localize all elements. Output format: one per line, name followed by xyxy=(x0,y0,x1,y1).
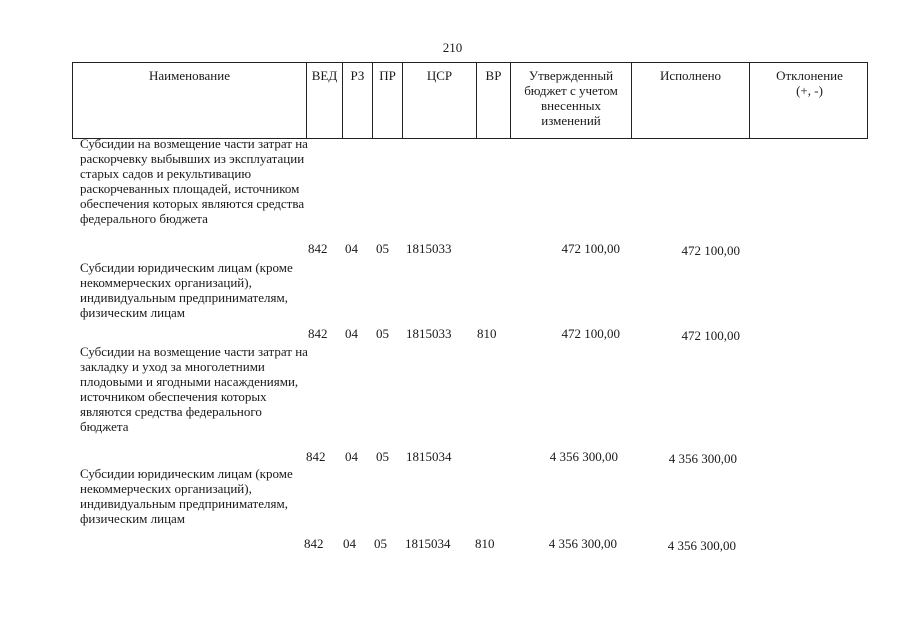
row-csr: 1815033 xyxy=(406,326,452,341)
header-pr: ПР xyxy=(372,63,402,138)
row-rz: 04 xyxy=(345,241,358,256)
row-name: Субсидии на возмещение части затрат на закладку и уход за многолетними плодовыми и ягодными насаждениями, источником обеспечения которых являются средства федерального бюджета xyxy=(80,344,308,434)
row-pr: 05 xyxy=(374,536,387,551)
row-executed: 4 356 300,00 xyxy=(667,538,736,553)
row-executed: 4 356 300,00 xyxy=(668,451,737,466)
page-number: 210 xyxy=(442,40,463,55)
header-approved-line2: бюджет с учетом xyxy=(524,83,618,98)
row-rz: 04 xyxy=(345,326,358,341)
header-csr: ЦСР xyxy=(402,63,476,138)
row-pr: 05 xyxy=(376,326,389,341)
row-ved: 842 xyxy=(308,241,328,256)
row-name: Субсидии юридическим лицам (кроме некоммерческих организаций), индивидуальным предпринимателям, физическим лицам xyxy=(80,260,293,320)
row-rz: 04 xyxy=(345,449,358,464)
header-approved-line1: Утвержденный xyxy=(528,68,614,83)
row-name: Субсидии на возмещение части затрат на раскорчевку выбывших из эксплуатации старых садов и рекультивацию раскорчеванных площадей, источником обеспечения которых являются средства федерального бюджета xyxy=(80,136,308,226)
row-ved: 842 xyxy=(304,536,324,551)
header-approved-line4: изменений xyxy=(541,113,601,128)
row-vr: 810 xyxy=(477,326,497,341)
header-deviation-line1: Отклонение xyxy=(776,68,843,83)
header-approved-line3: внесенных xyxy=(540,98,602,113)
header-executed: Исполнено xyxy=(631,63,749,138)
table-header xyxy=(72,62,868,139)
row-pr: 05 xyxy=(376,241,389,256)
header-ved: ВЕД xyxy=(306,63,342,138)
row-csr: 1815034 xyxy=(406,449,452,464)
header-name: Наименование xyxy=(149,68,230,83)
row-vr: 810 xyxy=(475,536,495,551)
row-approved: 4 356 300,00 xyxy=(549,449,618,464)
row-csr: 1815033 xyxy=(406,241,452,256)
row-pr: 05 xyxy=(376,449,389,464)
header-rz: РЗ xyxy=(342,63,372,138)
row-approved: 472 100,00 xyxy=(561,241,620,256)
row-ved: 842 xyxy=(306,449,326,464)
row-approved: 472 100,00 xyxy=(561,326,620,341)
row-executed: 472 100,00 xyxy=(681,328,740,343)
row-ved: 842 xyxy=(308,326,328,341)
row-name: Субсидии юридическим лицам (кроме некоммерческих организаций), индивидуальным предпринимателям, физическим лицам xyxy=(80,466,293,526)
header-deviation xyxy=(749,63,869,138)
header-vr: ВР xyxy=(476,63,510,138)
row-approved: 4 356 300,00 xyxy=(548,536,617,551)
row-rz: 04 xyxy=(343,536,356,551)
header-deviation-line2: (+, -) xyxy=(796,83,823,98)
row-csr: 1815034 xyxy=(405,536,451,551)
row-executed: 472 100,00 xyxy=(681,243,740,258)
header-approved xyxy=(510,63,631,138)
